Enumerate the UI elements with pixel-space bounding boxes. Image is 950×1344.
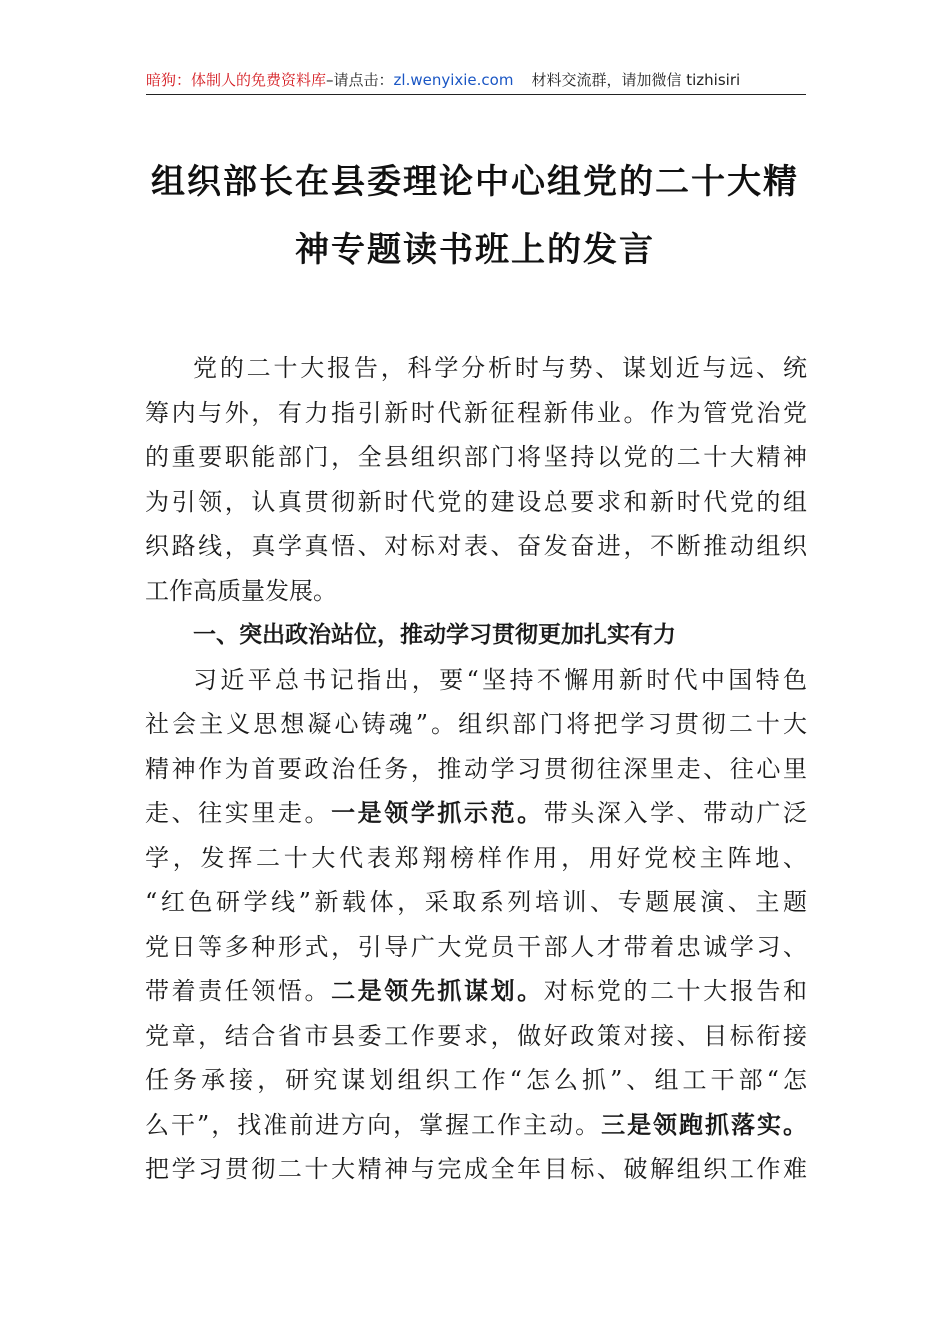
document-body: [145, 346, 807, 1192]
document-header: [146, 66, 806, 95]
text-run: 走、往实里走。: [145, 799, 332, 827]
text-run: 带着责任领悟。: [145, 977, 332, 1005]
paragraph-line: 党章，结合省市县委工作要求，做好政策对接、目标衔接: [145, 1021, 807, 1050]
paragraph-line: “红色研学线”新载体，采取系列培训、专题展演、主题: [145, 888, 807, 916]
text-run: 对标党的二十大报告和: [543, 977, 808, 1005]
paragraph-line: 工作高质量发展。: [145, 576, 337, 605]
paragraph-line: 党日等多种形式，引导广大党员干部人才带着忠诚学习、: [145, 932, 807, 961]
bold-point-2: 二是领先抓谋划。: [331, 976, 544, 1005]
paragraph-line: 把学习贯彻二十大精神与完成全年目标、破解组织工作难: [145, 1155, 807, 1183]
paragraph-line: 精神作为首要政治任务，推动学习贯彻往深里走、往心里: [145, 754, 807, 783]
text-run: 带头深入学、带动广泛: [543, 799, 808, 827]
title-line-2: 神专题读书班上的发言: [295, 230, 655, 270]
paragraph-line: [145, 1103, 807, 1148]
paragraph-line: 织路线，真学真悟、对标对表、奋发奋进，不断推动组织: [145, 532, 807, 560]
bold-point-3: 三是领跑抓落实。: [601, 1109, 807, 1139]
paragraph-line: [145, 791, 807, 836]
paragraph-line: 习近平总书记指出，要“坚持不懈用新时代中国特色: [193, 665, 807, 694]
paragraph-line: 任务承接，研究谋划组织工作“怎么抓”、组工干部“怎: [145, 1066, 807, 1094]
header-wechat-text: 材料交流群，请加微信 tizhisiri: [531, 71, 741, 89]
paragraph-line: 党的二十大报告，科学分析时与势、谋划近与远、统: [193, 354, 807, 382]
text-run: 么干”，找准前进方向，掌握工作主动。: [145, 1110, 602, 1139]
document-title: [140, 148, 810, 284]
header-brand: 暗狗：体制人的免费资料库: [146, 71, 327, 89]
paragraph-line: 筹内与外，有力指引新时代新征程新伟业。作为管党治党: [145, 398, 807, 427]
header-click-prefix: –请点击：: [326, 71, 394, 89]
paragraph-line: 的重要职能部门，全县组织部门将坚持以党的二十大精神: [145, 443, 807, 471]
header-url-link[interactable]: zl.wenyixie.com: [393, 71, 514, 89]
title-line-1: 组织部长在县委理论中心组党的二十大精: [151, 162, 799, 202]
paragraph-line: 学，发挥二十大代表郑翔榜样作用，用好党校主阵地、: [145, 843, 807, 872]
paragraph-line: [145, 969, 807, 1014]
section-heading: 一、突出政治站位，推动学习贯彻更加扎实有力: [193, 622, 676, 648]
bold-point-1: 一是领学抓示范。: [331, 798, 544, 827]
paragraph-line: 为引领，认真贯彻新时代党的建设总要求和新时代党的组: [145, 487, 807, 516]
paragraph-line: 社会主义思想凝心铸魂”。组织部门将把学习贯彻二十大: [145, 710, 807, 738]
